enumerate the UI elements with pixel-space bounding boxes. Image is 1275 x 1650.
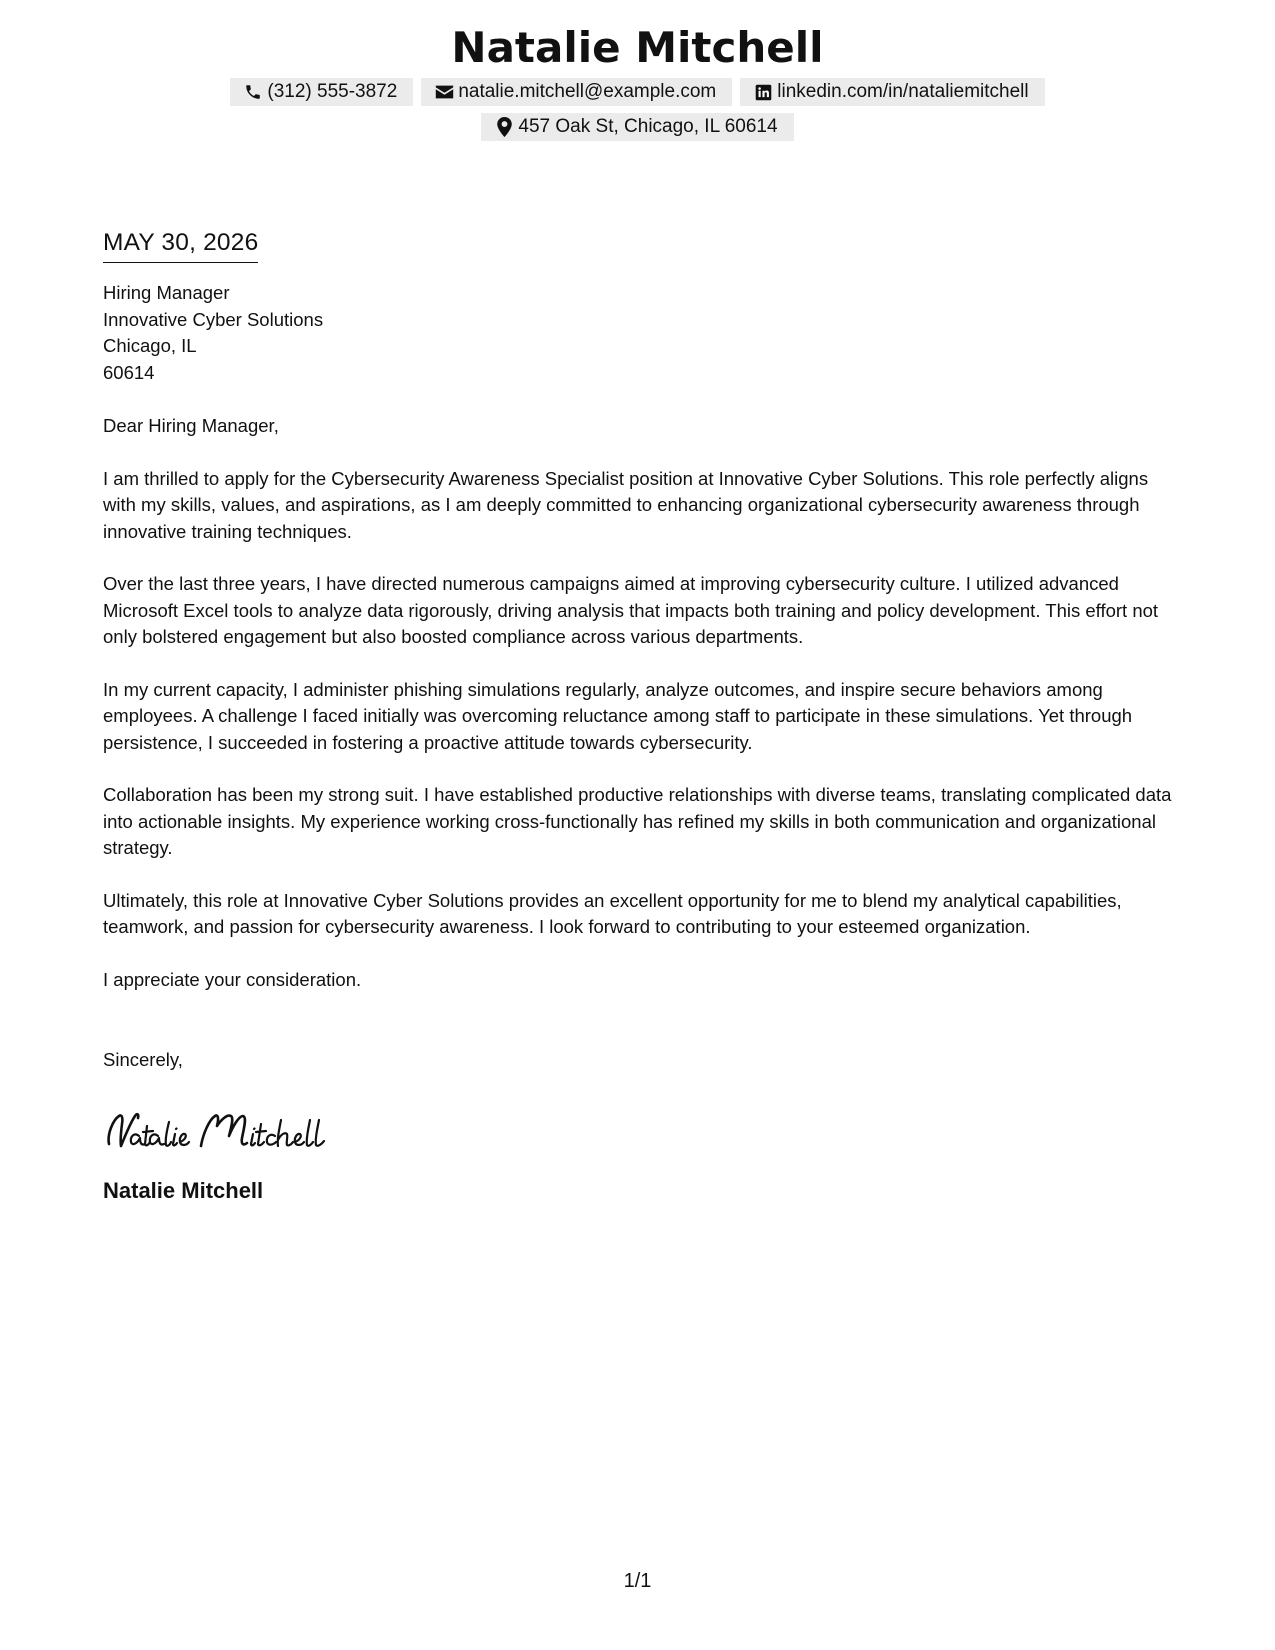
closing-thanks: I appreciate your consideration. (103, 968, 362, 990)
signer-name: Natalie Mitchell (103, 1177, 264, 1203)
paragraph-conclusion: Ultimately, this role at Innovative Cyber Solutions provides an excellent opportunity for me to blend my analytical capabilities, teamwork, and passion for cybersecurity awareness. I look forward to contributing to your esteemed organization. (103, 889, 1122, 937)
paragraph-experience: Over the last three years, I have directed numerous campaigns aimed at improving cybersecurity culture. I utilized advanced Microsoft Excel tools to analyze data rigorously, driving analysis that impacts both training and policy development. This effort not only bolstered engagement but also boosted compliance across various departments. (103, 573, 1159, 647)
recipient-block (103, 280, 1178, 386)
contact-address[interactable] (481, 113, 793, 141)
phone-text: (312) 555-3872 (267, 81, 398, 102)
linkedin-text: linkedin.com/in/nataliemitchell (777, 81, 1029, 102)
letter-header (0, 18, 1275, 141)
paragraph-current-role: In my current capacity, I administer phishing simulations regularly, analyze outcomes, and inspire secure behaviors among employees. A challenge I faced initially was overcoming reluctance among staff to participate in these simulations. Yet through persistence, I succeeded in fostering a proactive attitude towards cybersecurity. (103, 678, 1133, 753)
recipient-zip: 60614 (103, 361, 155, 383)
phone-icon (243, 82, 263, 102)
applicant-name: Natalie Mitchell (451, 23, 824, 72)
recipient-city: Chicago, IL (103, 335, 197, 356)
address-text: 457 Oak St, Chicago, IL 60614 (518, 116, 778, 137)
paragraph-intro: I am thrilled to apply for the Cybersecurity Awareness Specialist position at Innovative Cyber Solutions. This role perfectly aligns with my skills, values, and aspirations, as I am deeply committed to enhancing organizational cybersecurity awareness through innovative training techniques. (103, 467, 1149, 542)
signoff: Sincerely, (103, 1049, 183, 1070)
contact-row-secondary (0, 113, 1275, 141)
envelope-icon (434, 82, 454, 102)
salutation: Dear Hiring Manager, (103, 415, 279, 436)
email-text: natalie.mitchell@example.com (458, 81, 717, 102)
recipient-title: Hiring Manager (103, 282, 230, 303)
contact-linkedin[interactable] (740, 78, 1044, 106)
page-number: 1/1 (623, 1570, 652, 1592)
letter-date: MAY 30, 2026 (103, 224, 258, 263)
recipient-company: Innovative Cyber Solutions (103, 308, 324, 330)
contact-phone[interactable] (230, 78, 413, 106)
contact-email[interactable] (421, 78, 732, 106)
contact-row-primary (0, 78, 1275, 106)
letter-body (103, 224, 1178, 1206)
handwritten-signature (103, 1102, 373, 1158)
linkedin-icon (753, 82, 773, 102)
map-marker-icon (494, 117, 514, 137)
paragraph-collaboration: Collaboration has been my strong suit. I have established productive relationships with diverse teams, translating complicated data into actionable insights. My experience working cross-functionally has refined my skills in both communication and organizational strategy. (103, 784, 1172, 858)
